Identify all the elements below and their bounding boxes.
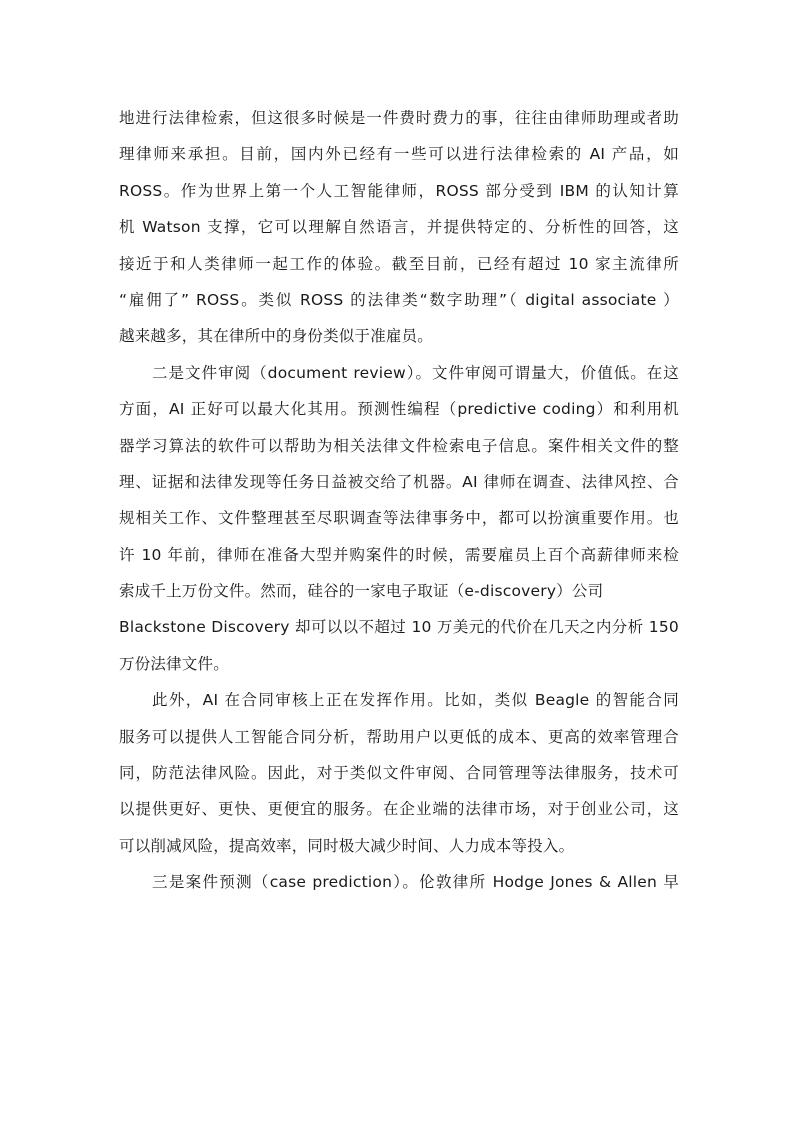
text-line: 以提供更好、更快、更便宜的服务。在企业端的法律市场，对于创业公司，这 <box>119 800 679 819</box>
text-line: 越来越多，其在律所中的身份类似于准雇员。 <box>119 327 434 346</box>
paragraph-continued <box>119 100 679 355</box>
paragraph-case-prediction <box>119 864 679 900</box>
document-body <box>119 100 679 901</box>
text-line: 许 10 年前，律师在准备大型并购案件的时候，需要雇员上百个高薪律师来检 <box>119 545 679 564</box>
text-line: 二是文件审阅（document review）。文件审阅可谓量大，价值低。在这 <box>152 363 679 382</box>
text-line: 地进行法律检索，但这很多时候是一件费时费力的事，往往由律师助理或者助 <box>119 109 679 127</box>
text-line: 万份法律文件。 <box>119 654 229 673</box>
text-line: 规相关工作、文件整理甚至尽职调查等法律事务中，都可以扮演重要作用。也 <box>119 509 679 528</box>
text-line: “雇佣了” ROSS。类似 ROSS 的法律类“数字助理”（ digital associate ） <box>119 290 679 309</box>
text-line: 可以削减风险，提高效率，同时极大减少时间、人力成本等投入。 <box>119 836 575 855</box>
paragraph-contract-review <box>119 682 679 864</box>
text-line: 理律师来承担。目前，国内外已经有一些可以进行法律检索的 AI 产品，如 <box>119 145 679 164</box>
text-line: 机 Watson 支撑，它可以理解自然语言，并提供特定的、分析性的回答，这 <box>119 218 679 237</box>
text-line: 三是案件预测（case prediction）。伦敦律所 Hodge Jones & Allen 早 <box>152 873 679 892</box>
text-line: 理、证据和法律发现等任务日益被交给了机器。AI 律师在调查、法律风控、合 <box>119 472 679 491</box>
text-line: 索成千上万份文件。然而，硅谷的一家电子取证（e-discovery）公司 <box>119 582 604 601</box>
text-line: 方面，AI 正好可以最大化其用。预测性编程（predictive coding）和利用机 <box>119 400 679 419</box>
text-line: 此外，AI 在合同审核上正在发挥作用。比如，类似 Beagle 的智能合同 <box>152 691 679 710</box>
text-line: 服务可以提供人工智能合同分析，帮助用户以更低的成本、更高的效率管理合 <box>119 727 679 746</box>
text-line: 器学习算法的软件可以帮助为相关法律文件检索电子信息。案件相关文件的整 <box>119 436 679 455</box>
paragraph-document-review <box>119 355 679 683</box>
text-line: 接近于和人类律师一起工作的体验。截至目前，已经有超过 10 家主流律所 <box>119 254 679 273</box>
text-line: ROSS。作为世界上第一个人工智能律师，ROSS 部分受到 IBM 的认知计算 <box>119 181 679 200</box>
text-line: Blackstone Discovery 却可以以不超过 10 万美元的代价在几天之内分析 150 <box>119 618 679 637</box>
text-line: 同，防范法律风险。因此，对于类似文件审阅、合同管理等法律服务，技术可 <box>119 764 679 783</box>
